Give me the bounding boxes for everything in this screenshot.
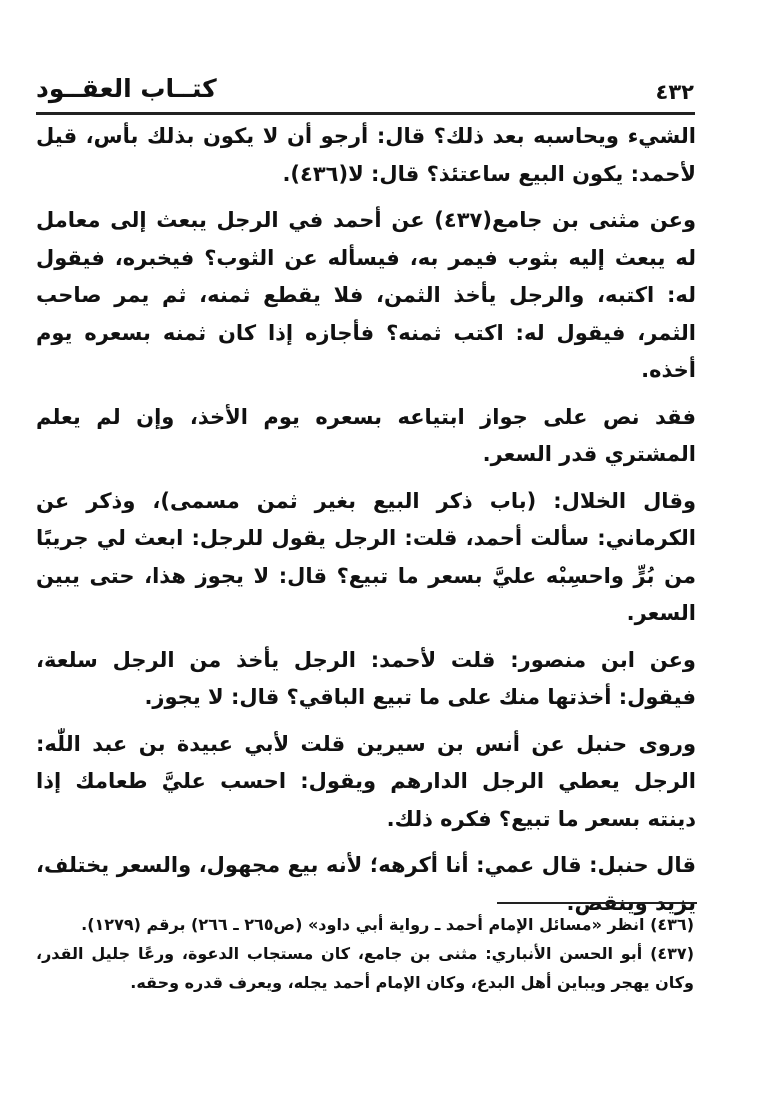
footnote-divider bbox=[497, 902, 697, 904]
paragraph: وعن ابن منصور: قلت لأحمد: الرجل يأخذ من الرجل سلعة، فيقول: أخذتها منك على ما تبيع الباقي؟ قال: لا يجوز. bbox=[36, 647, 696, 709]
paragraph: فقد نص على جواز ابتياعه بسعره يوم الأخذ، وإن لم يعلم المشتري قدر السعر. bbox=[36, 404, 696, 466]
paragraph: قال حنبل: قال عمي: أنا أكرهه؛ لأنه بيع مجهول، والسعر يختلف، يزيد وينقص. bbox=[36, 853, 696, 915]
footnote: (٤٣٦) انظر «مسائل الإمام أحمد ـ رواية أبي داود» (ص٢٦٥ ـ ٢٦٦) برقم (١٢٧٩). bbox=[81, 915, 694, 934]
footnote: (٤٣٧) أبو الحسن الأنباري: مثنى بن جامع، كان مستجاب الدعوة، ورعًا جليل القدر، وكان يهجر ويباين أهل البدع، وكان الإمام أحمد يجله، ويعرف قدره وحقه. bbox=[36, 944, 694, 992]
paragraph: وعن مثنى بن جامع(٤٣٧) عن أحمد في الرجل يبعث إلى معامل له يبعث إليه بثوب فيمر به، فيسأله عن الثوب؟ فيخبره، فيقول له: اكتبه، والرجل يأخذ الثمن، فلا يقطع ثمنه، ثم يمر صاحب الثمر، فيقول له: اكتب ثمنه؟ فأجازه إذا كان ثمنه بسعره يوم أخذه. bbox=[36, 208, 696, 382]
footnotes bbox=[36, 910, 694, 997]
paragraph: وقال الخلال: (باب ذكر البيع بغير ثمن مسمى)، وذكر عن الكرماني: سألت أحمد، قلت: الرجل يقول للرجل: ابعث لي جريبًا من بُرٍّ واحسِبْه عليَّ بسعر ما تبيع؟ قال: لا يجوز هذا، حتى يبين السعر. bbox=[36, 488, 696, 625]
page-number: ٤٣٢ bbox=[655, 80, 694, 104]
header-divider bbox=[36, 112, 695, 115]
page-header bbox=[36, 72, 694, 106]
main-text bbox=[36, 118, 696, 931]
paragraph: الشيء ويحاسبه بعد ذلك؟ قال: أرجو أن لا يكون بذلك بأس، قيل لأحمد: يكون البيع ساعتئذ؟ قال: لا(٤٣٦). bbox=[36, 124, 696, 186]
running-title: كتــاب العقــود bbox=[36, 74, 217, 103]
paragraph: وروى حنبل عن أنس بن سيرين قلت لأبي عبيدة بن عبد اللّٰه: الرجل يعطي الرجل الدارهم ويقول: احسب عليَّ طعامك إذا دينته بسعر ما تبيع؟ فكره ذلك. bbox=[36, 731, 696, 831]
